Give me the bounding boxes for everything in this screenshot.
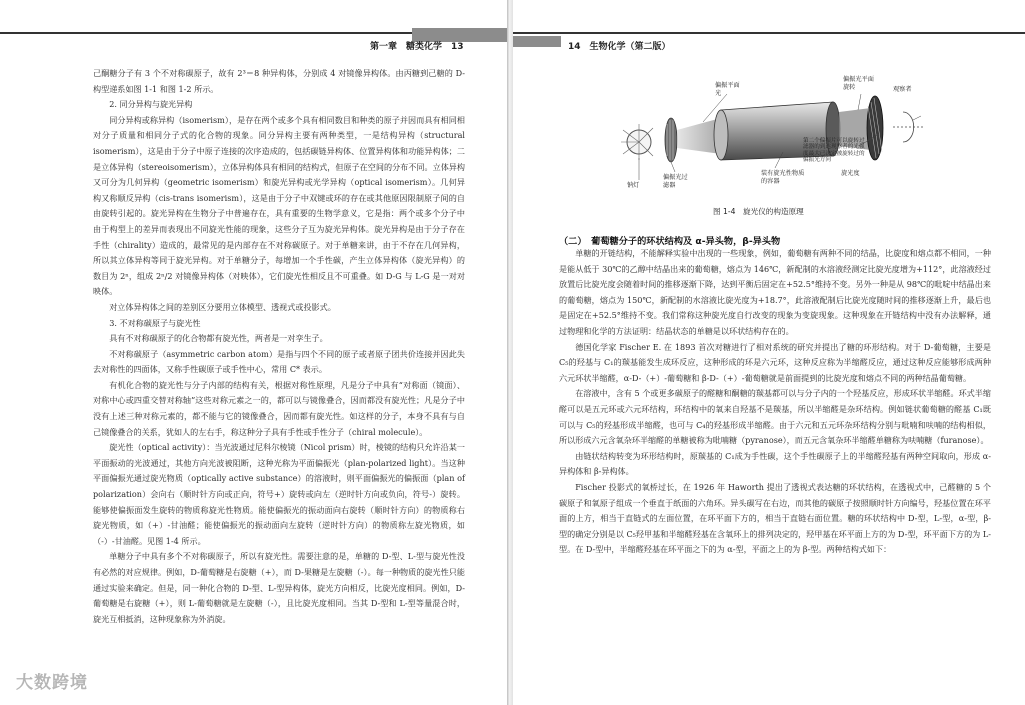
figure-label: 旋光度 <box>841 170 860 177</box>
right-page <box>513 0 1025 705</box>
header-rule <box>513 32 1025 34</box>
figure-label: 钠灯 <box>627 182 640 189</box>
paragraph: 同分异构或称异构（isomerism），是存在两个或多个具有相同数目和种类的原子并因而具有相同相对分子质量和相同分子式的化合物的现象。同分异构主要有两种类型，一是结构异构（structural isomerism），这是由于分子中原子连接的次序造成的，包括碳链异构体、位置异构体和功能异构体；二是立体异构（stereoisomerism），立体异构体具有相同的结构式，但原子在空间的分布不同。立体异构又可分为几何异构（geometric isomerism）和旋光异构或光学异构（optical isomerism）。几何异构又称顺反异构（cis-trans isomerism），这是由于分子中双键或环的存在或其他原因限制原子间的自由旋转引起的。旋光异构在生物分子中普遍存在，具有重要的生物学意义，它是指：两个或多个分子中由于构型上的差异而表现出不同旋光性能的现象，这些分子互为旋光异构体。旋光异构是由于分子存在手性（chirality）造成的，最常见的是内部存在不对称碳原子。对于单糖来讲，由于不存在几何异构，所以其立体异构等同于旋光异构。对于单糖分子，每增加一个手性碳，产生立体异构体（旋光异构）的数目为 2ⁿ，组成 2ⁿ/2 对镜像异构体（对映体），它们旋光性相反且不可重叠。如 D-G 与 L-G 是一对对映体。 <box>93 114 465 297</box>
paragraph: 有机化合物的旋光性与分子内部的结构有关，根据对称性原理，凡是分子中具有“对称面（镜面）、对称中心或四重交替对称轴”这些对称元素之一的，都可以与镜像叠合，因而都没有旋光性；凡是分子中没有上述三种对称元素的，都不能与它的镜像叠合，因而都有旋光性。如这样的分子，本身不具有与自己镜像叠合的关系，犹如人的左右手，称这种分子具有手性或手性分子（chiral molecule）。 <box>93 379 465 437</box>
figure-caption: 图 1-4 旋光仪的构造原理 <box>713 207 804 216</box>
figure-label: 偏振光过滤器 <box>663 174 688 189</box>
figure-label: 第二个偏振片可以旋转过滤器的到达现察者的光强度最大已决定被旋转过的偏振光方向 <box>803 138 865 164</box>
paragraph: 德国化学家 Fischer E. 在 1893 首次对糖进行了相对系统的研究并提出了糖的环形结构。对于 D-葡萄糖，主要是 C₅的羟基与 C₁的羰基能发生成环反应，这种形成的环是六元环，这种反应称为半缩醛反应，通过这种反应能够形成两种六元环状半缩醛，α-D-（+）-葡萄糖和 β-D-（+）-葡萄糖就是前面提到的比旋光度和熔点不同的两种结晶葡萄糖。 <box>559 341 991 383</box>
polarimeter-figure <box>603 72 948 200</box>
paragraph: Fischer 投影式的氧桥过长，在 1926 年 Haworth 提出了透视式表达糖的环状结构，在透视式中，己醛糖的 5 个碳原子和氧原子组成一个垂直于纸面的六角环。异头碳写在右边，而其他的碳原子按照顺时针方向编号，羟基位置在环平面的上方，相当于直链式的左面位置，在环平面下方的，相当于直链右面位置。糖的环状结构中 D-型，L-型，α-型，β-型的确定分别是以 C₅羟甲基和半缩醛羟基在含氧环上的排列决定的，羟甲基在环平面上方的为 D-型，环平面下方的为 L-型。在 D-型中，半缩醛羟基在环平面之下的为 α-型，平面之上的为 β-型。两种结构式如下： <box>559 481 991 555</box>
subheading: 2. 同分异构与旋光异构 <box>109 99 193 110</box>
running-head: 14 生物化学（第二版） <box>568 42 671 52</box>
left-page <box>0 0 507 705</box>
paragraph: 对立体异构体之间的差别区分要用立体模型、透视式或投影式。 <box>109 301 336 312</box>
paragraph: 单糖的开链结构，不能解释实验中出现的一些现象，例如，葡萄糖有两种不同的结晶，比旋度和熔点都不相同，一种是能从低于 30℃的乙醇中结晶出来的葡萄糖，熔点为 146℃，新配制的水溶液经测定比旋光度增为+112°，此溶液经过放置后比旋光度会随着时间的推移逐渐下降，达到平衡后固定在+52.5°维持不变。另外一种是从 98℃的吡啶中结晶出来的葡萄糖，熔点为 150℃，新配制的水溶液比旋光度为+18.7°，此溶液配制后比旋光度随时间的推移逐渐上升，最后也是固定在+52.5°维持不变。我们常称这种旋光度自行改变的现象为变旋现象。这种现象在开链结构中没有办法解释，通过物理和化学的方法证明：结晶状态的单糖是以环状结构存在的。 <box>559 248 991 336</box>
paragraph: 己酮糖分子有 3 个不对称碳原子，故有 2³＝8 种异构体，分别成 4 对镜像异构体。由丙糖到己糖的 D-构型递系如图 1-1 和图 1-2 所示。 <box>93 68 465 94</box>
figure-label: 偏振平面光 <box>715 82 740 97</box>
paragraph: 由链状结构转变为环形结构时，原羰基的 C₁成为手性碳，这个手性碳原子上的半缩醛羟基有两种空间取向，形成 α-异构体和 β-异构体。 <box>559 450 991 477</box>
paragraph: 单糖分子中具有多个不对称碳原子，所以有旋光性。需要注意的是，单糖的 D-型、L-型与旋光性没有必然的对应规律。例如，D-葡萄糖是右旋糖（+），而 D-果糖是左旋糖（-）。每一种物质的旋光性只能通过实验来确定。但是，同一种化合物的 D-型、L-型异构体，旋光方向相反，比旋光度相同。例如，D-葡萄糖是右旋糖（+），则 L-葡萄糖就是左旋糖（-），且比旋光度相同。当其 D-型和 L-型等量混合时，旋光互相抵消，这种现象称为外消旋。 <box>93 551 465 624</box>
right-body-text <box>559 246 991 558</box>
figure-label: 偏振光平面旋转 <box>843 76 874 91</box>
figure-label: 观察者 <box>893 86 912 93</box>
section-title: （二） 葡萄糖分子的环状结构及 α-异头物，β-异头物 <box>559 236 781 247</box>
left-body-text <box>93 66 465 627</box>
paragraph: 在溶液中，含有 5 个或更多碳原子的醛糖和酮糖的羰基都可以与分子内的一个羟基反应，形成环状半缩醛。环式半缩醛可以是五元环或六元环结构，环结构中的氧来自羟基不是羰基，所以半缩醛是杂环结构。例如链状葡萄糖的醛基 C₁既可以与 C₅的羟基形成半缩醛，也可与 C₄的羟基形成半缩醛。由于六元和五元环杂环结构分别与吡喃和呋喃的结构相似，所以形成六元含氧杂环半缩醛的单糖被称为吡喃糖（pyranose），而五元含氧杂环半缩醛单糖称为呋喃糖（furanose）。 <box>559 388 991 446</box>
paragraph: 旋光性（optical activity）：当光波通过尼科尔棱镜（Nicol prism）时，棱镜的结构只允许沿某一平面振动的光波通过，其他方向光波被阻断，这种光称为平面偏振光（plan-polarized light）。当这种平面偏振光通过旋光物质（optically active substance）的溶液时，则平面偏振光的偏振面（plan of polarization）会向右（顺时针方向或正向，符号+）旋转或向左（逆时针方向或负向，符号-）旋转。能够使偏振面发生旋转的物质称旋光性物质。能使偏振光的振动面向右旋转（顺时针方向）的物质称右旋光物质，如（+）-甘油醛；能使偏振光的振动面向左旋转（逆时针方向）的物质称左旋光物质，如（-）-甘油醛。见图 1-4 所示。 <box>93 442 465 546</box>
paragraph: 具有不对称碳原子的化合物都有旋光性，两者是一对孪生子。 <box>109 333 328 344</box>
header-bar <box>513 36 561 47</box>
running-head: 第一章 糖类化学 13 <box>370 42 464 52</box>
figure-label: 装有旋光性物质的容器 <box>761 170 805 185</box>
watermark-logo: 大数跨境 <box>16 673 88 693</box>
subheading: 3. 不对称碳原子与旋光性 <box>109 317 201 328</box>
paragraph: 不对称碳原子（asymmetric carbon atom）是指与四个不同的原子或者原子团共价连接并因此失去对称性的四面体，又称手性碳原子或手性中心，常用 C* 表示。 <box>93 348 465 375</box>
